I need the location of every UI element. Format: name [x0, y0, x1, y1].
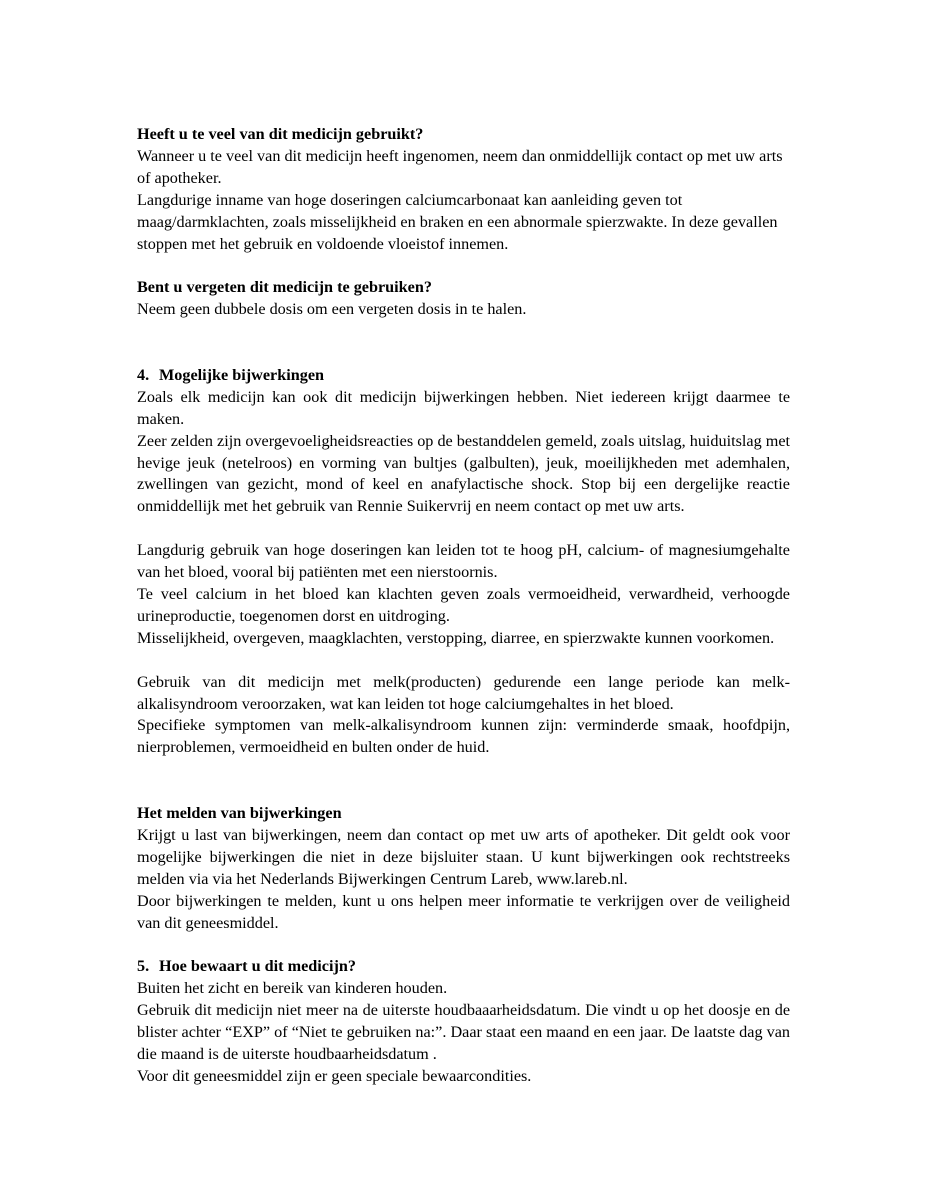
paragraph-reporting-1: Krijgt u last van bijwerkingen, neem dan contact op met uw arts of apotheker. Dit geldt ook voor mogelijke bijwerkingen die niet in deze bijsluiter staan. U kunt bijwerkingen ook rechtstreeks melden via via het Nederlands Bijwerkingen Centrum Lareb, www.lareb.nl. — [137, 825, 790, 888]
paragraph-side-effects-7: Specifieke symptomen van melk-alkalisyndroom kunnen zijn: verminderde smaak, hoofdpijn, nierproblemen, vermoeidheid en bulten onder de huid. — [137, 716, 790, 757]
spacer — [137, 650, 790, 672]
paragraph-side-effects-6: Gebruik van dit medicijn met melk(producten) gedurende een lange periode kan melk-alkalisyndroom veroorzaken, wat kan leiden tot hoge calciumgehaltes in het bloed. — [137, 672, 790, 713]
paragraph-storage-3: Voor dit geneesmiddel zijn er geen speciale bewaarcondities. — [137, 1066, 532, 1085]
paragraph-side-effects-3: Langdurig gebruik van hoge doseringen kan leiden tot te hoog pH, calcium- of magnesiumgehalte van het bloed, vooral bij patiënten met een nierstoornis. — [137, 541, 790, 582]
spacer — [137, 321, 790, 365]
document-body — [137, 124, 790, 1088]
section-heading-overdose: Heeft u te veel van dit medicijn gebruikt? — [137, 125, 424, 143]
paragraph-side-effects-4: Te veel calcium in het bloed kan klachten geven zoals vermoeidheid, verwardheid, verhoogde urineproductie, toegenomen dorst en uitdroging. — [137, 584, 790, 625]
paragraph-overdose-2: Langdurige inname van hoge doseringen calciumcarbonaat kan aanleiding geven tot maag/darmklachten, zoals misselijkheid en braken en een abnormale spierzwakte. In deze gevallen stoppen met het gebruik en voldoende vloeistof innemen. — [137, 190, 778, 253]
paragraph-forgotten-dose-1: Neem geen dubbele dosis om een vergeten dosis in te halen. — [137, 300, 527, 319]
spacer — [137, 934, 790, 956]
section-forgotten-dose — [137, 277, 790, 321]
spacer — [137, 255, 790, 277]
paragraph-side-effects-2: Zeer zelden zijn overgevoeligheidsreacties op de bestanddelen gemeld, zoals uitslag, huiduitslag met hevige jeuk (netelroos) en vorming van bultjes (galbulten), jeuk, moeilijkheden met ademhalen, zwellingen van gezicht, mond of keel en anafylactische shock. Stop bij een dergelijke reactie onmiddellijk met het gebruik van Rennie Suikervrij en neem contact op met uw arts. — [137, 431, 790, 516]
section-heading-text-storage: Hoe bewaart u dit medicijn? — [159, 957, 356, 976]
paragraph-storage-2: Gebruik dit medicijn niet meer na de uiterste houdbaaarheidsdatum. Die vindt u op het doosje en de blister achter “EXP” of “Niet te gebruiken na:”. Daar staat een maand en een jaar. De laatste dag van die maand is de uiterste houdbaarheidsdatum . — [137, 1001, 790, 1063]
section-reporting — [137, 803, 790, 934]
spacer — [137, 759, 790, 803]
paragraph-side-effects-1: Zoals elk medicijn kan ook dit medicijn bijwerkingen hebben. Niet iedereen krijgt daarmee te maken. — [137, 387, 790, 428]
paragraph-overdose-1: Wanneer u te veel van dit medicijn heeft ingenomen, neem dan onmiddellijk contact op met uw arts of apotheker. — [137, 146, 783, 187]
section-heading-text-side-effects: Mogelijke bijwerkingen — [159, 365, 325, 384]
section-side-effects — [137, 365, 790, 759]
section-heading-storage — [137, 956, 790, 978]
section-number-4: 4. — [137, 365, 150, 384]
spacer — [137, 518, 790, 540]
paragraph-reporting-2: Door bijwerkingen te melden, kunt u ons helpen meer informatie te verkrijgen over de veiligheid van dit geneesmiddel. — [137, 891, 790, 932]
section-heading-reporting: Het melden van bijwerkingen — [137, 804, 342, 823]
section-storage — [137, 956, 790, 1087]
paragraph-side-effects-5: Misselijkheid, overgeven, maagklachten, verstopping, diarree, en spierzwakte kunnen voorkomen. — [137, 628, 775, 647]
section-overdose — [137, 124, 790, 255]
paragraph-storage-1: Buiten het zicht en bereik van kinderen houden. — [137, 979, 448, 998]
section-heading-forgotten-dose: Bent u vergeten dit medicijn te gebruiken? — [137, 278, 432, 297]
section-heading-side-effects — [137, 365, 790, 387]
section-number-5: 5. — [137, 957, 150, 976]
